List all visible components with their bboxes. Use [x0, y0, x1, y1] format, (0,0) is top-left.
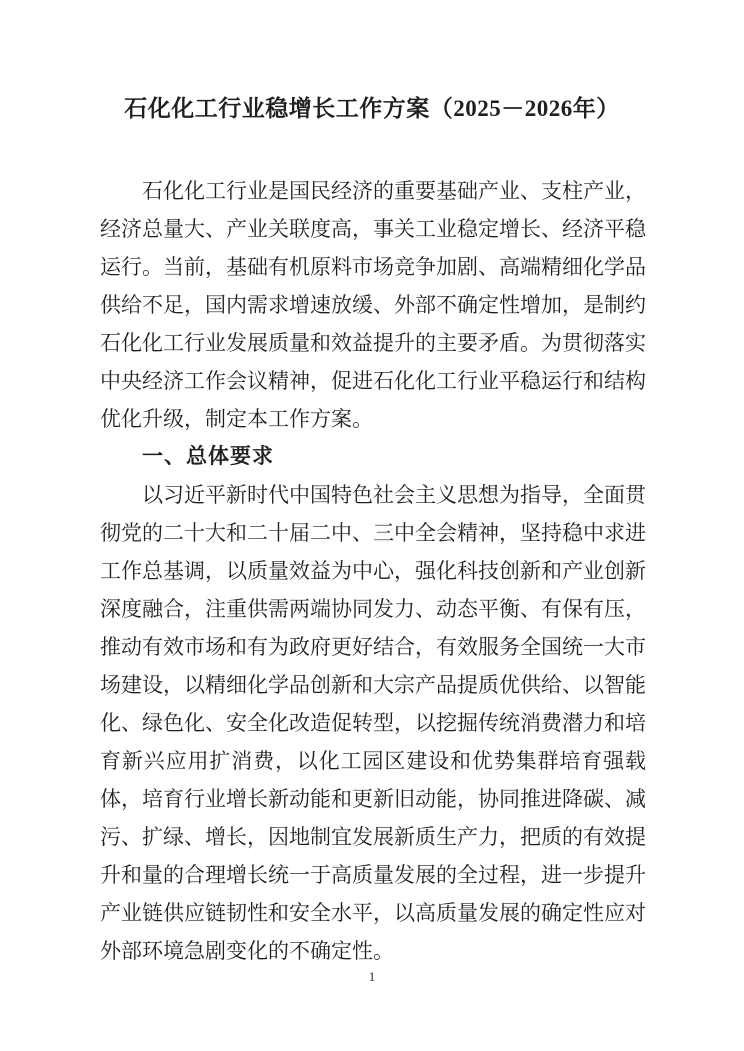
intro-paragraph: 石化化工行业是国民经济的重要基础产业、支柱产业，经济总量大、产业关联度高，事关工业稳定增长、经济平稳运行。当前，基础有机原料市场竞争加剧、高端精细化学品供给不足，国内需求增速放缓、外部不确定性增加，是制约石化化工行业发展质量和效益提升的主要矛盾。为贯彻落实中央经济工作会议精神，促进石化化工行业平稳运行和结构优化升级，制定本工作方案。	[100, 179, 646, 431]
document-body	[100, 172, 646, 970]
section-body-paragraph: 以习近平新时代中国特色社会主义思想为指导，全面贯彻党的二十大和二十届二中、三中全会精神，坚持稳中求进工作总基调，以质量效益为中心，强化科技创新和产业创新深度融合，注重供需两端协同发力、动态平衡、有保有压，推动有效市场和有为政府更好结合，有效服务全国统一大市场建设，以精细化学品创新和大宗产品提质优供给、以智能化、绿色化、安全化改造促转型，以挖掘传统消费潜力和培育新兴应用扩消费，以化工园区建设和优势集群培育强载体，培育行业增长新动能和更新旧动能，协同推进降碳、减污、扩绿、增长，因地制宜发展新质生产力，把质的有效提升和量的合理增长统一于高质量发展的全过程，进一步提升产业链供应链韧性和安全水平，以高质量发展的确定性应对外部环境急剧变化的不确定性。	[100, 483, 646, 963]
document-title: 石化化工行业稳增长工作方案（2025－2026年）	[124, 96, 620, 121]
page-number: 1	[368, 969, 376, 984]
section-heading: 一、总体要求	[142, 445, 274, 468]
